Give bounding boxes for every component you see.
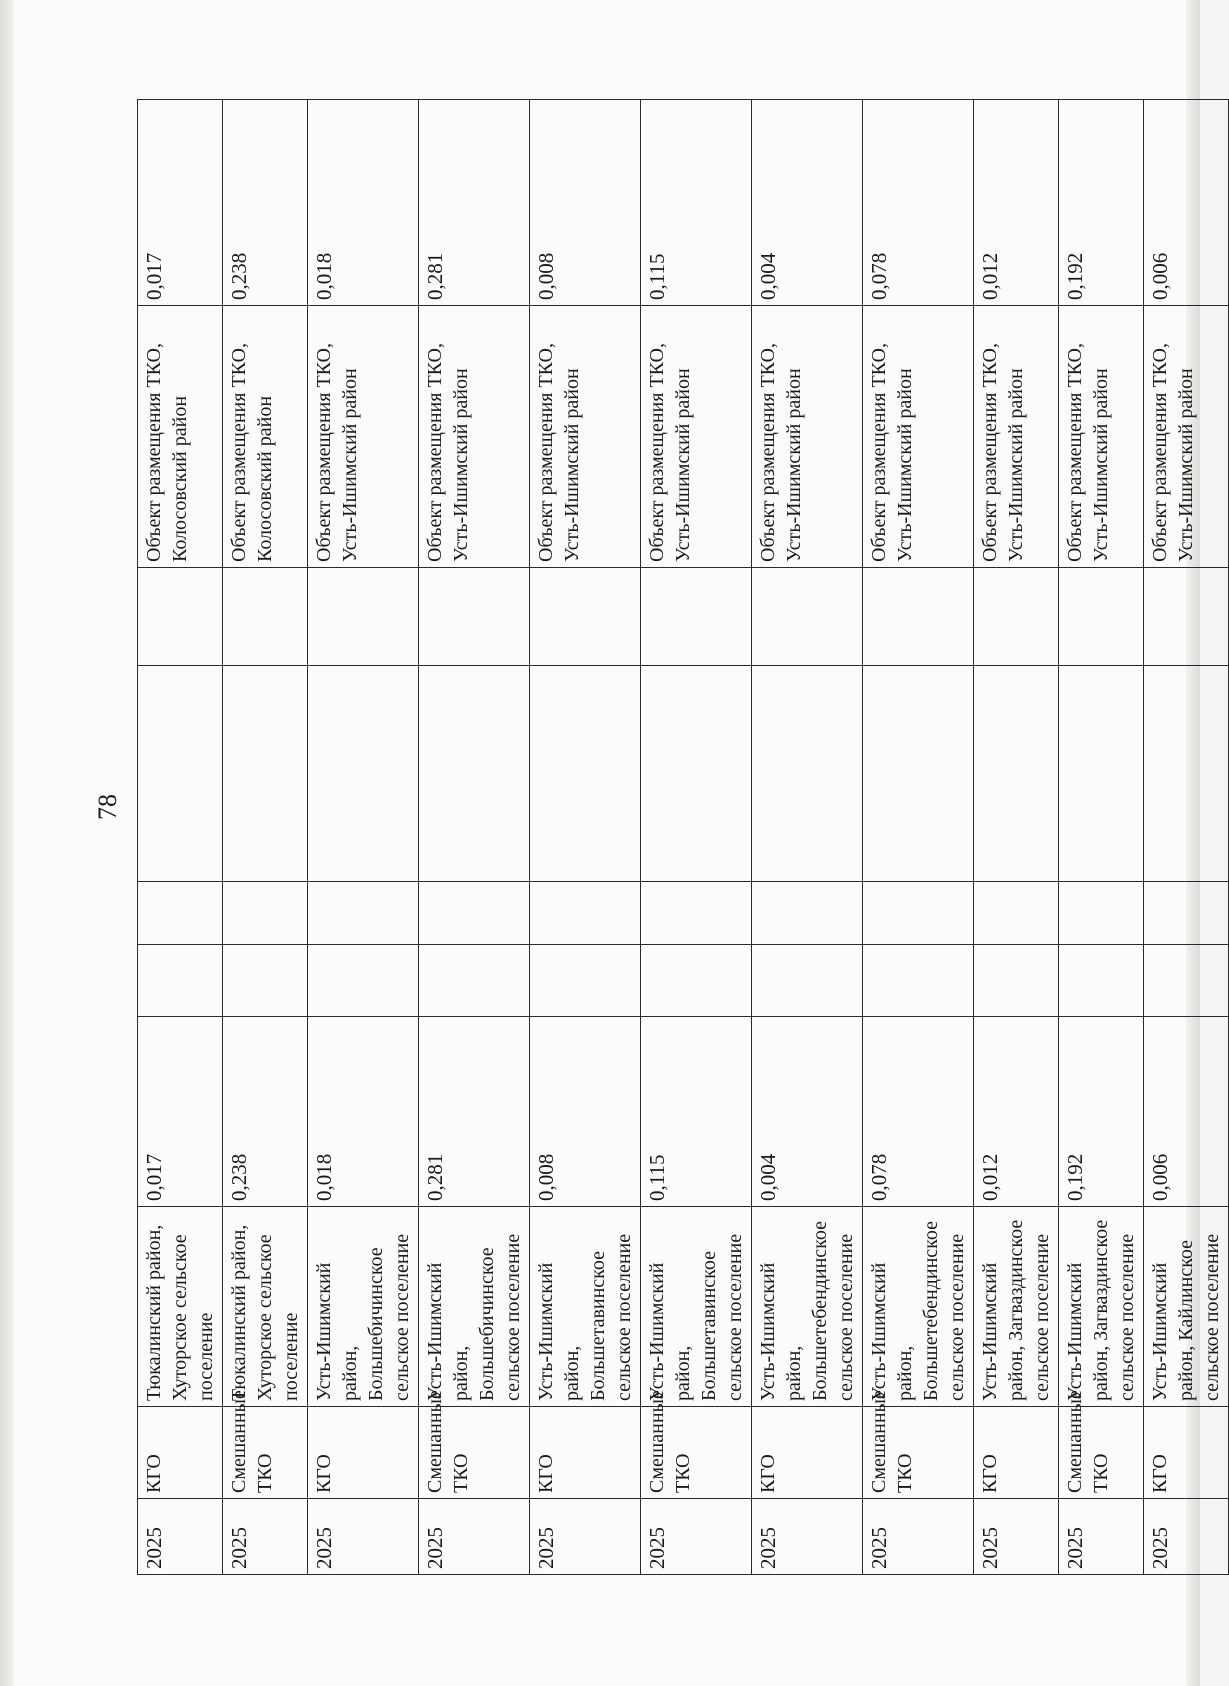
empty-cell [641, 568, 752, 666]
scan-edge-left [0, 0, 14, 1686]
location-cell: Усть-Ишимский район, Большетебендинское сельское поселение [863, 1207, 974, 1407]
table-row [641, 100, 752, 1575]
empty-cell [223, 568, 308, 666]
location-cell: Тюкалинский район, Хуторское сельское поселение [138, 1207, 223, 1407]
empty-cell [138, 568, 223, 666]
empty-cell [1059, 666, 1144, 882]
table-row [419, 100, 530, 1575]
empty-cell [1059, 568, 1144, 666]
empty-cell [863, 882, 974, 945]
waste-type-cell: Смешанные ТКО [1059, 1407, 1144, 1499]
empty-cell [1144, 568, 1229, 666]
empty-cell [530, 666, 641, 882]
empty-cell [1059, 945, 1144, 1017]
empty-cell [1144, 882, 1229, 945]
object-cell: Объект размещения ТКО, Усть-Ишимский район [419, 306, 530, 568]
amount-cell: 0,192 [1059, 1017, 1144, 1207]
empty-cell [530, 568, 641, 666]
waste-type-cell: КГО [752, 1407, 863, 1499]
year-cell: 2025 [752, 1499, 863, 1575]
amount-cell: 0,115 [641, 1017, 752, 1207]
amount-cell: 0,238 [223, 1017, 308, 1207]
total-cell: 0,012 [974, 100, 1059, 306]
empty-cell [308, 568, 419, 666]
year-cell: 2025 [641, 1499, 752, 1575]
waste-flow-table [137, 99, 1229, 1575]
empty-cell [974, 945, 1059, 1017]
object-cell: Объект размещения ТКО, Колосовский район [223, 306, 308, 568]
waste-type-cell: КГО [308, 1407, 419, 1499]
location-cell: Тюкалинский район, Хуторское сельское поселение [223, 1207, 308, 1407]
empty-cell [863, 945, 974, 1017]
empty-cell [752, 666, 863, 882]
location-cell: Усть-Ишимский район, Большебичинское сельское поселение [308, 1207, 419, 1407]
year-cell: 2025 [223, 1499, 308, 1575]
page-number: 78 [93, 794, 122, 820]
empty-cell [530, 882, 641, 945]
empty-cell [419, 568, 530, 666]
empty-cell [752, 568, 863, 666]
year-cell: 2025 [308, 1499, 419, 1575]
year-cell: 2025 [138, 1499, 223, 1575]
year-cell: 2025 [419, 1499, 530, 1575]
total-cell: 0,004 [752, 100, 863, 306]
amount-cell: 0,012 [974, 1017, 1059, 1207]
empty-cell [1144, 666, 1229, 882]
table-row [530, 100, 641, 1575]
empty-cell [974, 882, 1059, 945]
object-cell: Объект размещения ТКО, Усть-Ишимский район [752, 306, 863, 568]
empty-cell [308, 666, 419, 882]
empty-cell [863, 666, 974, 882]
location-cell: Усть-Ишимский район, Кайлинское сельское поселение [1144, 1207, 1229, 1407]
total-cell: 0,281 [419, 100, 530, 306]
waste-type-cell: КГО [138, 1407, 223, 1499]
location-cell: Усть-Ишимский район, Большетебендинское сельское поселение [752, 1207, 863, 1407]
table-row [974, 100, 1059, 1575]
waste-type-cell: Смешанные ТКО [419, 1407, 530, 1499]
total-cell: 0,006 [1144, 100, 1229, 306]
empty-cell [752, 945, 863, 1017]
empty-cell [530, 945, 641, 1017]
empty-cell [419, 666, 530, 882]
empty-cell [308, 882, 419, 945]
table-row [752, 100, 863, 1575]
empty-cell [863, 568, 974, 666]
empty-cell [308, 945, 419, 1017]
year-cell: 2025 [863, 1499, 974, 1575]
empty-cell [752, 882, 863, 945]
location-cell: Усть-Ишимский район, Большебичинское сельское поселение [419, 1207, 530, 1407]
object-cell: Объект размещения ТКО, Усть-Ишимский район [1059, 306, 1144, 568]
total-cell: 0,192 [1059, 100, 1144, 306]
total-cell: 0,008 [530, 100, 641, 306]
waste-type-cell: Смешанные ТКО [641, 1407, 752, 1499]
empty-cell [1059, 882, 1144, 945]
object-cell: Объект размещения ТКО, Усть-Ишимский район [863, 306, 974, 568]
waste-type-cell: КГО [1144, 1407, 1229, 1499]
waste-type-cell: Смешанные ТКО [863, 1407, 974, 1499]
table-row [1059, 100, 1144, 1575]
empty-cell [223, 882, 308, 945]
object-cell: Объект размещения ТКО, Усть-Ишимский район [1144, 306, 1229, 568]
object-cell: Объект размещения ТКО, Усть-Ишимский район [308, 306, 419, 568]
empty-cell [641, 666, 752, 882]
location-cell: Усть-Ишимский район, Загваздинское сельское поселение [974, 1207, 1059, 1407]
empty-cell [138, 882, 223, 945]
total-cell: 0,018 [308, 100, 419, 306]
empty-cell [138, 666, 223, 882]
object-cell: Объект размещения ТКО, Усть-Ишимский район [641, 306, 752, 568]
empty-cell [138, 945, 223, 1017]
waste-type-cell: КГО [530, 1407, 641, 1499]
location-cell: Усть-Ишимский район, Загваздинское сельское поселение [1059, 1207, 1144, 1407]
table-row [138, 100, 223, 1575]
year-cell: 2025 [1144, 1499, 1229, 1575]
waste-type-cell: КГО [974, 1407, 1059, 1499]
empty-cell [641, 882, 752, 945]
empty-cell [974, 568, 1059, 666]
location-cell: Усть-Ишимский район, Большетавинское сельское поселение [530, 1207, 641, 1407]
amount-cell: 0,008 [530, 1017, 641, 1207]
table-body [138, 100, 1229, 1575]
object-cell: Объект размещения ТКО, Усть-Ишимский район [974, 306, 1059, 568]
table-row [863, 100, 974, 1575]
year-cell: 2025 [530, 1499, 641, 1575]
rotated-table-container [137, 100, 1223, 1575]
empty-cell [223, 945, 308, 1017]
year-cell: 2025 [974, 1499, 1059, 1575]
total-cell: 0,238 [223, 100, 308, 306]
amount-cell: 0,004 [752, 1017, 863, 1207]
empty-cell [223, 666, 308, 882]
object-cell: Объект размещения ТКО, Колосовский район [138, 306, 223, 568]
total-cell: 0,017 [138, 100, 223, 306]
empty-cell [1144, 945, 1229, 1017]
amount-cell: 0,006 [1144, 1017, 1229, 1207]
empty-cell [974, 666, 1059, 882]
amount-cell: 0,078 [863, 1017, 974, 1207]
amount-cell: 0,018 [308, 1017, 419, 1207]
amount-cell: 0,281 [419, 1017, 530, 1207]
table-row [223, 100, 308, 1575]
object-cell: Объект размещения ТКО, Усть-Ишимский район [530, 306, 641, 568]
total-cell: 0,115 [641, 100, 752, 306]
location-cell: Усть-Ишимский район, Большетавинское сельское поселение [641, 1207, 752, 1407]
table-row [1144, 100, 1229, 1575]
year-cell: 2025 [1059, 1499, 1144, 1575]
waste-type-cell: Смешанные ТКО [223, 1407, 308, 1499]
table-row [308, 100, 419, 1575]
empty-cell [419, 945, 530, 1017]
empty-cell [641, 945, 752, 1017]
empty-cell [419, 882, 530, 945]
total-cell: 0,078 [863, 100, 974, 306]
amount-cell: 0,017 [138, 1017, 223, 1207]
